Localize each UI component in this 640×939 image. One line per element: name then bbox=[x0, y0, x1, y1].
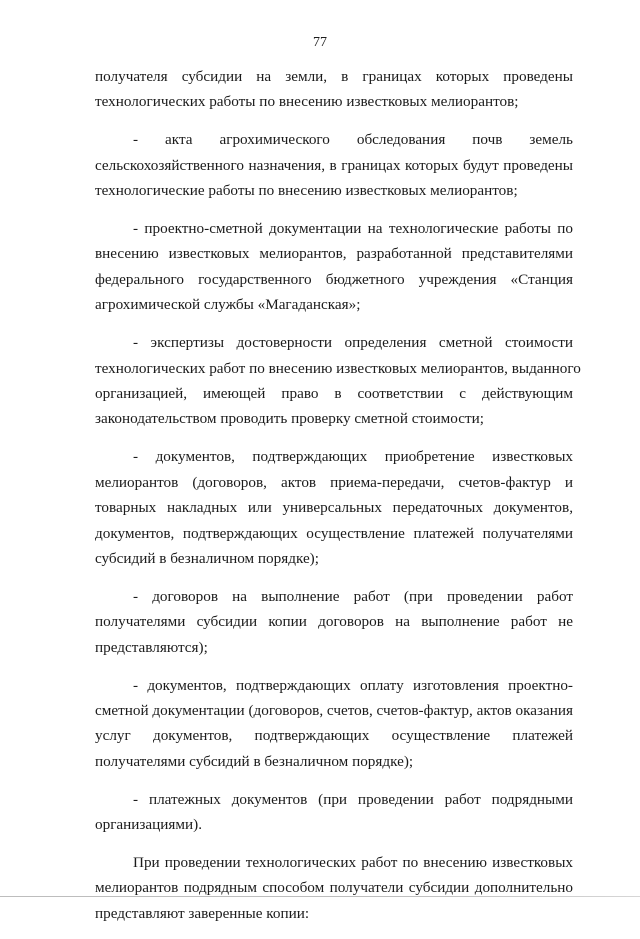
text-line: сметной документации (договоров, счетов, счетов-фактур, актов оказания bbox=[95, 701, 573, 719]
text-line: агрохимической службы «Магаданская»; bbox=[95, 296, 361, 314]
text-line: представляют заверенные копии: bbox=[95, 904, 310, 922]
paragraph-design-payment-docs bbox=[95, 673, 573, 775]
text-line: мелиорантов подрядным способом получатели субсидии дополнительно bbox=[95, 879, 573, 897]
text-line: организацией, имеющей право в соответствии с действующим bbox=[95, 384, 573, 402]
text-line: технологических работы по внесению известковых мелиорантов; bbox=[95, 93, 519, 111]
text-line: организациями). bbox=[95, 816, 202, 834]
text-line: мелиорантов (договоров, актов приема-передачи, счетов-фактур и bbox=[95, 473, 573, 491]
text-line: - документов, подтверждающих приобретение известковых bbox=[133, 448, 573, 466]
text-line: федерального государственного бюджетного учреждения «Станция bbox=[95, 270, 573, 288]
paragraph-design-estimate-docs bbox=[95, 216, 573, 318]
text-line: - договоров на выполнение работ (при проведении работ bbox=[133, 587, 573, 605]
paragraph-contract-method bbox=[95, 850, 573, 926]
text-line: получателями субсидий в безналичном порядке); bbox=[95, 752, 414, 770]
text-line: - экспертизы достоверности определения сметной стоимости bbox=[133, 334, 573, 352]
text-line: получателя субсидии на земли, в границах которых проведены bbox=[95, 68, 573, 85]
paragraph-work-contracts bbox=[95, 584, 573, 660]
text-line: законодательством проводить проверку сметной стоимости; bbox=[95, 410, 484, 428]
text-line: услуг документов, подтверждающих осуществление платежей bbox=[95, 727, 573, 745]
text-line: документов, подтверждающих осуществление платежей получателями bbox=[95, 524, 573, 542]
paragraph-purchase-docs bbox=[95, 444, 573, 571]
text-line: При проведении технологических работ по внесению известковых bbox=[133, 853, 573, 871]
text-line: товарных накладных или универсальных передаточных документов, bbox=[95, 499, 573, 517]
paragraph-estimate-expertise bbox=[95, 330, 581, 432]
text-line: - проектно-сметной документации на технологические работы по bbox=[133, 220, 573, 238]
text-line: сельскохозяйственного назначения, в границах которых будут проведены bbox=[95, 156, 573, 174]
paragraph-recipient-lands bbox=[95, 64, 573, 115]
text-line: - акта агрохимического обследования почв земель bbox=[133, 131, 573, 149]
document-body bbox=[95, 64, 581, 939]
page-bottom-edge bbox=[0, 896, 640, 897]
text-line: представляются); bbox=[95, 638, 208, 656]
text-line: - документов, подтверждающих оплату изготовления проектно- bbox=[133, 676, 573, 694]
text-line: - платежных документов (при проведении работ подрядными bbox=[133, 790, 573, 808]
text-line: внесению известковых мелиорантов, разработанной представителями bbox=[95, 245, 573, 263]
paragraph-payment-docs bbox=[95, 787, 573, 838]
paragraph-soil-survey-act bbox=[95, 127, 573, 203]
text-line: технологических работ по внесению известковых мелиорантов, выданного bbox=[95, 359, 581, 377]
text-line: получателями субсидии копии договоров на выполнение работ не bbox=[95, 613, 573, 631]
text-line: субсидий в безналичном порядке); bbox=[95, 549, 319, 567]
page-number: 77 bbox=[313, 35, 327, 50]
text-line: технологические работы по внесению известковых мелиорантов; bbox=[95, 182, 518, 200]
